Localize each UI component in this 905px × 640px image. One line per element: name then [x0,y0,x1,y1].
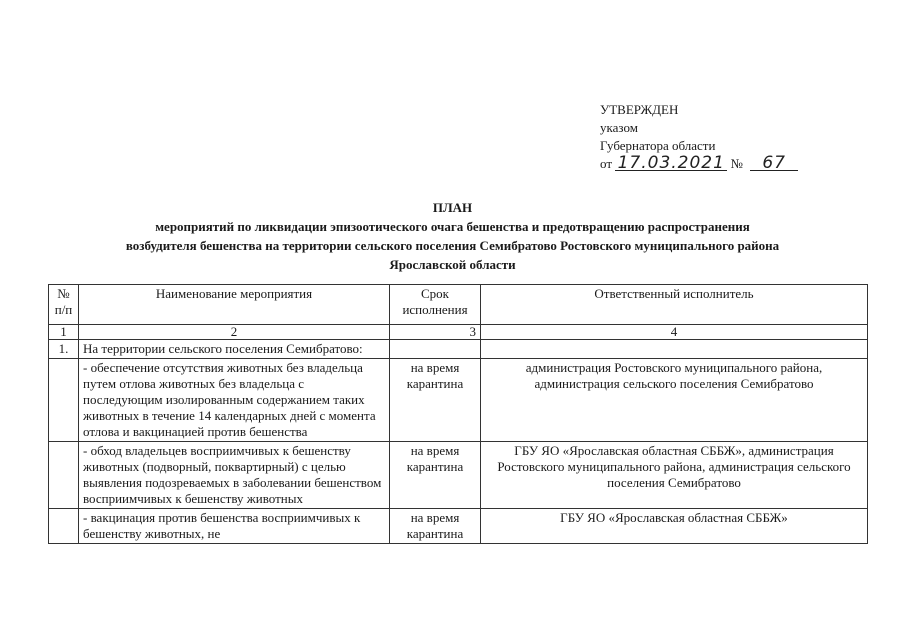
header-num: № п/п [49,285,79,325]
approval-block [600,101,798,173]
index-cell: 4 [481,325,868,340]
row-term: на время карантина [390,359,481,442]
document-heading [0,198,905,274]
row-task: - обход владельцев восприимчивых к бешенству животных (подворный, поквартирный) с целью выявления подозреваемых в заболевании бешенством восприимчивых к бешенству животных [79,442,390,509]
subtitle-line-3: Ярославской области [389,257,516,272]
subtitle-line-2: возбудителя бешенства на территории сельского поселения Семибратово Ростовского муниципального района [125,238,780,253]
handwritten-number: 67 [750,156,798,171]
number-prefix: № [730,156,743,171]
header-responsible: Ответственный исполнитель [481,285,868,325]
date-prefix: от [600,156,613,171]
table-row [49,359,868,442]
row-num [49,509,79,544]
table-row [49,340,868,359]
approval-authority: Губернатора области [600,138,716,153]
handwritten-date: 17.03.2021 [615,156,727,171]
row-term: на время карантина [390,509,481,544]
header-term: Срок исполнения [390,285,481,325]
index-cell: 3 [390,325,481,340]
row-term: на время карантина [390,442,481,509]
row-responsible: ГБУ ЯО «Ярославская областная СББЖ», администрация Ростовского муниципального района, администрация сельского поселения Семибратово [481,442,868,509]
row-task: - обеспечение отсутствия животных без владельца путем отлова животных без владельца с последующим изолированным содержанием таких животных в течение 14 календарных дней с момента отлова и вакцинацией против бешенства [79,359,390,442]
row-responsible [481,340,868,359]
approval-status: УТВЕРЖДЕН [600,102,679,117]
row-responsible: администрация Ростовского муниципального района, администрация сельского поселения Семибратово [481,359,868,442]
header-name: Наименование мероприятия [79,285,390,325]
row-num: 1. [49,340,79,359]
row-task: - вакцинация против бешенства восприимчивых к бешенству животных, не [79,509,390,544]
table-row [49,509,868,544]
row-num [49,442,79,509]
table-header-row [49,285,868,325]
plan-table [48,284,868,544]
table-row [49,442,868,509]
row-task: На территории сельского поселения Семибратово: [79,340,390,359]
approval-decree: указом [600,120,638,135]
row-num [49,359,79,442]
table-index-row [49,325,868,340]
index-cell: 1 [49,325,79,340]
document-title: ПЛАН [432,200,473,215]
index-cell: 2 [79,325,390,340]
row-responsible: ГБУ ЯО «Ярославская областная СББЖ» [481,509,868,544]
row-term [390,340,481,359]
subtitle-line-1: мероприятий по ликвидации эпизоотического очага бешенства и предотвращению распространения [155,219,750,234]
approval-date-line [600,155,798,173]
